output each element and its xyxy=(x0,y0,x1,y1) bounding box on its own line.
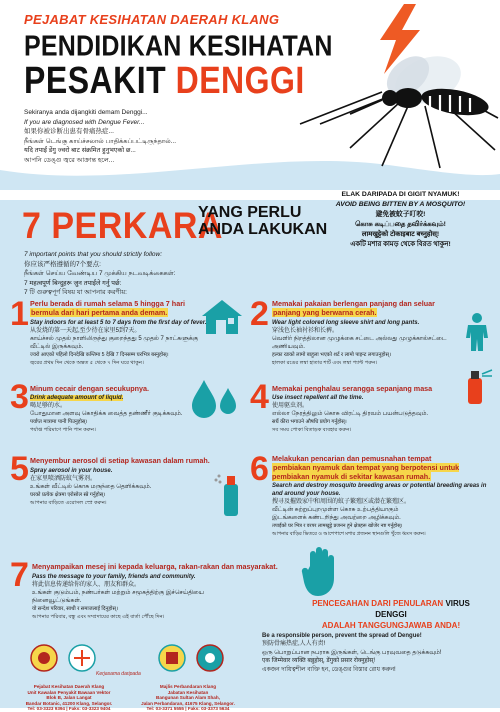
point-heading: Perlu berada di rumah selama 5 hingga 7 hari xyxy=(30,299,185,308)
department-name: PEJABAT KESIHATAN DAERAH KLANG xyxy=(24,12,280,27)
address-line: Tel: 03-3371 5555 | Faks: 03-3373 5634 xyxy=(146,706,230,712)
point-translation: পর্যাপ্ত পরিমাণে পানি পান করুন। xyxy=(30,427,96,433)
point-heading: Menyampaikan mesej ini kepada keluarga, rakan-rakan dan masyarakat. xyxy=(32,562,278,571)
address-line: Tel: 03-3323 9394 | Faks: 03-3323 9404 xyxy=(27,706,111,712)
point-translation: எல்லா நேரத்திலும் கொசு விரட்டி திரவம் பயன்படுத்தவும். xyxy=(272,411,429,417)
point-translation: আপনার পরিবার, বন্ধু এবং সম্প্রদায়ের কাছে এই বার্তা পৌঁছে দিন। xyxy=(32,614,165,620)
responsibility-line: 预防骨痛热症,人人有责! xyxy=(262,641,326,648)
responsibility-line: Be a responsible person, prevent the spread of Dengue! xyxy=(262,633,422,639)
aerosol-spray-icon xyxy=(214,470,248,518)
point-heading-highlight: panjang yang berwarna cerah. xyxy=(273,308,377,317)
point-translation: तपाईंको घर भित्र र वरपर लामखुट्टे प्रजनन हुने क्षेत्रहरू खोजेर नष्ट गर्नुहोस्। xyxy=(272,523,403,529)
intro-line: If you are diagnosed with Dengue Fever... xyxy=(24,118,145,126)
point-translation: 喝足够的水。 xyxy=(30,403,67,409)
address-line: Unit Kawalan Penyakit Bawaan Vektor xyxy=(27,689,111,695)
address-line: Bangunan Sultan Alam Shah, xyxy=(156,695,220,701)
yang-perlu-line: YANG PERLU xyxy=(198,204,302,221)
title-pesakit: PESAKIT xyxy=(24,58,176,102)
important-line: 7 महत्वपूर्ण बिन्दुहरू जुन तपाईंले गर्नु पर्छ: xyxy=(24,279,122,287)
point-translation: வெளிர் நிறத்திலான முழுக்கை சட்டை அல்லது முழுக்கால்சட்டை xyxy=(272,336,447,342)
point-translation: ज्वरो आएको पहिलो दिनदेखि कम्तिमा 5 देखि 7 दिनसम्म घरभित्र बस्नुहोस्। xyxy=(30,352,169,358)
avoid-line: ELAK DARIPADA DI GIGIT NYAMUK! xyxy=(341,191,460,198)
point-number: 6 xyxy=(250,450,269,488)
point-heading-highlight: pembiakan nyamuk dan tempat yang berpotensi untuk pembiakan nyamuk di sekitar kawasan rumah. xyxy=(272,463,460,481)
point-translation: আপনার বাড়ির ভিতরে ও আশেপাশে মশার প্রজনন স্থানগুলি খুঁজে ধ্বংস করুন। xyxy=(272,531,426,537)
responsibility-line: ஒரு பொறுப்பான நபராக இருங்கள், டெங்கு பரவுவதை தடுக்கவும்! xyxy=(262,649,442,656)
point-translation: நினைவூட்டுங்கள். xyxy=(32,598,82,604)
point-7 xyxy=(8,556,298,626)
intro-line: আপনি ডেঙ্গু জ্বরে আক্রান্ত হলে... xyxy=(24,156,115,164)
point-translation: 使用驱虫剂。 xyxy=(272,403,309,409)
avoid-line: 避免被蚊子叮咬! xyxy=(375,211,426,218)
point-heading: Menyembur aerosol di setiap kawasan dalam rumah. xyxy=(30,456,210,465)
point-english: Drink adequate amount of liquid. xyxy=(30,395,124,401)
yang-perlu-heading xyxy=(198,204,327,238)
address-line: Jalan Perbandaran, 41675 Klang, Selangor. xyxy=(141,700,235,706)
point-translation: இடங்களைக் கண்டறிந்து அவற்றை அழிக்கவும். xyxy=(272,515,401,521)
point-translation: போதுமான அளவு கொதிக்க வைத்த தண்ணீர் குடிக்கவும். xyxy=(30,411,183,417)
point-number: 2 xyxy=(250,295,269,333)
water-drops-icon xyxy=(190,378,244,420)
point-6 xyxy=(248,450,498,550)
important-line: நீங்கள் செய்ய வேண்டிய 7 முக்கிய நடவடிக்கைகள்: xyxy=(24,270,176,277)
important-points-intro xyxy=(24,250,314,298)
intro-line: यदि तपाईं डेंगु ज्वरो बाट संक्रमित हुनुभएको छ... xyxy=(24,147,136,154)
point-translation: सधैं कीरा भगाउने औषधि प्रयोग गर्नुहोस्। xyxy=(272,419,347,425)
intro-line: நீங்கள் டெங்கு காய்ச்சலால் பாதிக்கப்பட்டிருந்தால்... xyxy=(24,137,177,145)
point-translation: হালকা রঙের লম্বা হাতার শার্ট এবং লম্বা প্যান্ট পরুন। xyxy=(272,360,378,366)
point-heading: Minum cecair dengan secukupnya. xyxy=(30,384,150,393)
point-number: 1 xyxy=(10,295,29,333)
point-number: 3 xyxy=(10,378,29,416)
important-line: 7 important points that you should strictly follow: xyxy=(24,251,163,258)
point-translation: 穿浅色长袖衬衫和长裤。 xyxy=(272,328,339,334)
address-line: Pejabat Kesihatan Daerah Klang xyxy=(33,684,105,689)
avoid-line: கொசு கடிப்பதை தவிர்க்கவும்! xyxy=(355,221,446,228)
point-translation: அணியவும். xyxy=(272,344,305,350)
intro-line: Sekiranya anda dijangkiti demam Denggi... xyxy=(24,109,148,116)
seven-perkara-heading: 7 PERKARA xyxy=(22,205,223,247)
point-english: Stay indoors for at least 5 to 7 days from the first day of fever. xyxy=(30,320,207,326)
point-english: Use insect repellent all the time. xyxy=(272,395,364,401)
avoid-line: একটি মশার কামড় থেকে বিরত থাকুন! xyxy=(350,241,451,248)
point-heading-highlight: bermula dari hari pertama anda demam. xyxy=(31,308,168,317)
point-number: 4 xyxy=(250,378,269,416)
important-line: 7 টি গুরুত্বপূর্ণ বিষয় যা আপনার করণীয়: xyxy=(24,289,127,296)
point-translation: உங்கள் வீட்டில் கொசு மருந்தை தெளிக்கவும். xyxy=(30,484,152,490)
insect-repellent-icon xyxy=(458,366,494,406)
point-translation: 从发烧的第一天起,至少待在家里5到7天。 xyxy=(30,328,141,334)
point-translation: আপনার বাড়িতে এরোসল স্প্রে করুন। xyxy=(30,500,107,506)
responsibility-line: एक जिम्मेवार व्यक्ति बन्नुहोस्, डेंगुको प्रसार रोक्नुहोस्! xyxy=(262,658,376,665)
point-translation: வீட்டின் சுற்றுப்புறமுள்ள கொசு உற்பத்தியாகும் xyxy=(272,507,399,513)
point-number: 7 xyxy=(10,556,29,594)
point-translation: यो सन्देश परिवार, साथी र समाजलाई दिनुहोस्। xyxy=(32,606,118,612)
address-line: Blok B, Jalan Langat xyxy=(46,695,92,701)
point-translation: 搜寻及摧毁家中和周围的蚊子繁殖区或潜在繁殖区。 xyxy=(272,499,411,505)
point-translation: உங்கள் குடும்பம், நண்பர்கள் மற்றும் சமூகத்திற்கு இச்செய்தியை xyxy=(32,590,204,596)
title-line-2 xyxy=(24,58,305,102)
anda-lakukan-line: ANDA LAKUKAN xyxy=(198,221,328,238)
point-heading: Melakukan pencarian dan pemusnahan tempat xyxy=(272,454,432,463)
intro-line: 如果你被诊断出患有骨痛热症... xyxy=(24,128,114,135)
point-translation: வீட்டில் இருக்கவும். xyxy=(30,344,84,350)
point-translation: घरको प्रत्येक क्षेत्रमा एरोसोल स्प्रे गर्नुहोस्। xyxy=(30,492,106,498)
prevention-line: PENCEGAHAN DARI PENULARAN xyxy=(312,599,446,608)
point-number: 5 xyxy=(10,450,29,488)
person-long-sleeve-icon xyxy=(462,312,492,352)
point-heading: Memakai penghalau serangga sepanjang masa xyxy=(272,384,433,393)
address-line: Bandar Botanic, 41200 Klang, Selangor. xyxy=(25,700,113,706)
title-line-1: PENDIDIKAN KESIHATAN xyxy=(24,30,333,63)
mosquito-illustration xyxy=(290,40,500,170)
responsibility-text xyxy=(262,632,494,674)
point-translation: সব সময় পোকা বিতাড়ক ব্যবহার করুন। xyxy=(272,427,352,433)
house-icon xyxy=(200,298,244,336)
point-english: Search and destroy mosquito breeding areas or potential breeding areas in and around your house. xyxy=(272,483,487,497)
avoid-mosquito-bite xyxy=(318,190,483,250)
point-translation: 在家里喷洒防蚊气雾剂。 xyxy=(30,476,97,482)
prevention-virus: VIRUS DENGGI xyxy=(375,599,470,619)
title-denggi: DENGGI xyxy=(175,58,305,102)
point-translation: पर्याप्त मात्रामा पानी पिउनुहोस्। xyxy=(30,419,88,425)
point-translation: हल्का रङको लामो बाहुला भएको शर्ट र लामो पाइन्ट लगाउनुहोस्। xyxy=(272,352,391,358)
point-translation: காய்ச்சல் முதல் நாளிலிருந்து குறைந்தது 5 முதல் 7 நாட்களுக்கு xyxy=(30,336,199,342)
point-translation: জ্বরের প্রথম দিন থেকে অন্তত ৫ থেকে ৭ দিন ঘরে থাকুন। xyxy=(30,360,144,366)
address-line: Jabatan Kesihatan xyxy=(167,689,209,695)
avoid-line: AVOID BEING BITTEN BY A MOSQUITO! xyxy=(335,201,466,208)
prevention-slogan xyxy=(296,598,486,631)
point-translation: 将此信息传递给你的家人、朋友和群众。 xyxy=(32,582,141,588)
stop-hand-icon xyxy=(300,546,344,598)
point-english: Pass the message to your family, friends and community. xyxy=(32,574,196,580)
important-line: 你应该严格遵循的7个要点: xyxy=(24,260,101,268)
point-heading: Memakai pakaian berlengan panjang dan seluar xyxy=(272,299,435,308)
cooperation-slogan: Kerjasama daripada xyxy=(96,671,141,677)
avoid-line: लामखुट्टेको टोकाइबाट बच्नुहोस्! xyxy=(361,231,440,238)
address-left xyxy=(14,684,124,712)
point-2 xyxy=(248,295,498,375)
point-english: Spray aerosol in your house. xyxy=(30,468,113,474)
address-right xyxy=(130,684,246,712)
address-line: Majlis Perbandaran Klang xyxy=(159,684,217,689)
prevention-line-2: ADALAH TANGGUNGJAWAB ANDA! xyxy=(321,621,461,630)
responsibility-line: একজন দায়িত্বশীল ব্যক্তি হন, ডেঙ্গুর বিস্তার রোধ করুন! xyxy=(262,666,396,673)
point-english: Wear light colored long sleeve shirt and long pants. xyxy=(272,320,420,326)
point-5 xyxy=(8,450,238,525)
